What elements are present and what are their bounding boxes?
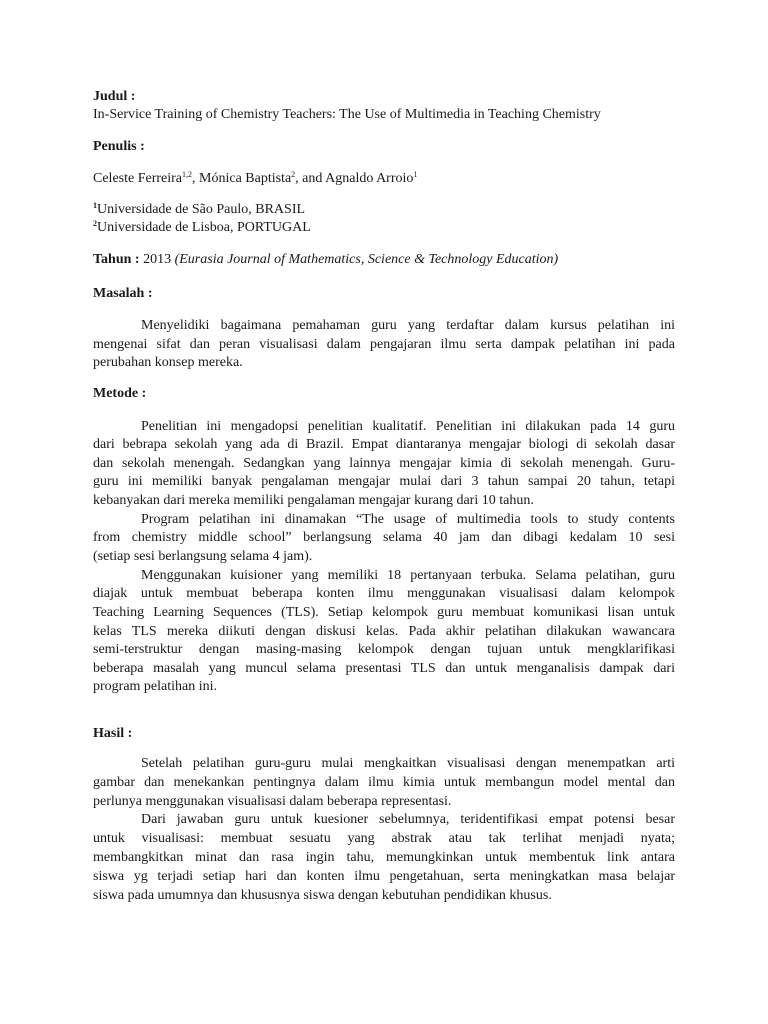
author-affiliation-mark: 1,2 <box>182 170 193 179</box>
masalah-line: perubahan konsep mereka. <box>93 355 243 370</box>
hasil-line: perlunya menggunakan visualisasi dalam beberapa representasi. <box>93 794 452 809</box>
metode-line: dan sekolah menengah. Sedangkan yang lainnya mengajar kimia di sekolah menengah. Guru- <box>93 456 675 471</box>
hasil-line: Dari jawaban guru untuk kuesioner sebelumnya, teridentifikasi empat potensi besar <box>141 812 675 827</box>
metode-line: program pelatihan ini. <box>93 679 218 694</box>
metode-line: Penelitian ini mengadopsi penelitian kualitatif. Penelitian ini dilakukan pada 14 guru <box>141 419 675 434</box>
tahun-label: Tahun : <box>93 252 140 267</box>
author-line <box>93 170 417 188</box>
author-separator: , and <box>295 171 326 186</box>
metode-label: Metode : <box>93 386 147 401</box>
hasil-line: untuk visualisasi: membuat sesuatu yang abstrak atau tak terlihat menjadi nyata; <box>93 831 675 846</box>
metode-line: kebanyakan dari mereka memiliki pengalaman mengajar kurang dari 10 tahun. <box>93 493 534 508</box>
hasil-line: siswa pada umumnya dan khususnya siswa dengan kebutuhan pendidikan khusus. <box>93 888 552 903</box>
metode-line: guru ini memiliki banyak pengalaman mengajar mulai dari 3 tahun sampai 20 tahun, tetapi <box>93 474 675 489</box>
author-name: Agnaldo Arroio <box>325 171 414 186</box>
hasil-label: Hasil : <box>93 726 133 741</box>
affiliation-line <box>93 219 311 237</box>
affiliation-text: Universidade de Lisboa, PORTUGAL <box>97 220 311 235</box>
hasil-line: membangkitkan minat dan rasa ingin tahu, memungkinkan untuk membentuk link antara <box>93 850 675 865</box>
tahun-line <box>93 251 558 269</box>
judul-label: Judul : <box>93 89 136 104</box>
author-affiliation-mark: 1 <box>413 170 418 179</box>
author-name: Celeste Ferreira <box>93 171 183 186</box>
affiliation-number: 1 <box>93 201 97 210</box>
metode-line: semi-terstruktur dengan masing-masing kelompok dengan tujuan untuk mengklarifikasi <box>93 642 675 657</box>
journal-name: (Eurasia Journal of Mathematics, Science & Technology Education) <box>174 252 559 267</box>
masalah-line: mengenai sifat dan peran visualisasi dalam pengajaran ilmu serta dampak pelatihan ini pada <box>93 337 675 352</box>
hasil-line: gambar dan menekankan pentingnya dalam ilmu kimia untuk membangun model mental dan <box>93 775 675 790</box>
hasil-line: Setelah pelatihan guru-guru mulai mengkaitkan visualisasi dengan menempatkan arti <box>141 756 675 771</box>
metode-line: kelas TLS mereka diikuti dengan diskusi kelas. Pada akhir pelatihan dilakukan wawancara <box>93 624 675 639</box>
penulis-label: Penulis : <box>93 139 145 154</box>
metode-line: diajak untuk membuat beberapa konten ilmu menggunakan visualisasi dalam kelompok <box>93 586 675 601</box>
author-separator: , <box>192 171 200 186</box>
affiliation-number: 2 <box>93 219 97 228</box>
hasil-line: siswa yg terjadi setiap hari dan konten ilmu pengetahuan, serta meningkatkan masa belajar <box>93 869 675 884</box>
judul-text: In-Service Training of Chemistry Teachers: The Use of Multimedia in Teaching Chemistry <box>93 107 601 122</box>
metode-line: (setiap sesi berlangsung selama 4 jam). <box>93 549 313 564</box>
metode-line: from chemistry middle school” berlangsung selama 40 jam dan dibagi kedalam 10 sesi <box>93 530 675 545</box>
author-name: Mónica Baptista <box>199 171 292 186</box>
metode-line: Menggunakan kuisioner yang memiliki 18 pertanyaan terbuka. Selama pelatihan, guru <box>141 568 675 583</box>
affiliation-text: Universidade de São Paulo, BRASIL <box>97 202 306 217</box>
metode-line: Program pelatihan ini dinamakan “The usage of multimedia tools to study contents <box>141 512 675 527</box>
metode-line: Teaching Learning Sequences (TLS). Setiap kelompok guru membuat komunikasi lisan untuk <box>93 605 675 620</box>
metode-line: dari bebrapa sekolah yang ada di Brazil. Empat diantaranya mengajar biologi di sekolah dasar <box>93 437 675 452</box>
masalah-label: Masalah : <box>93 286 153 301</box>
tahun-year: 2013 <box>143 252 172 267</box>
metode-line: beberapa masalah yang muncul selama presentasi TLS dan untuk menganalisis dampak dari <box>93 661 675 676</box>
author-affiliation-mark: 2 <box>291 170 296 179</box>
masalah-line: Menyelidiki bagaimana pemahaman guru yang terdaftar dalam kursus pelatihan ini <box>141 318 675 333</box>
affiliation-line <box>93 201 305 219</box>
